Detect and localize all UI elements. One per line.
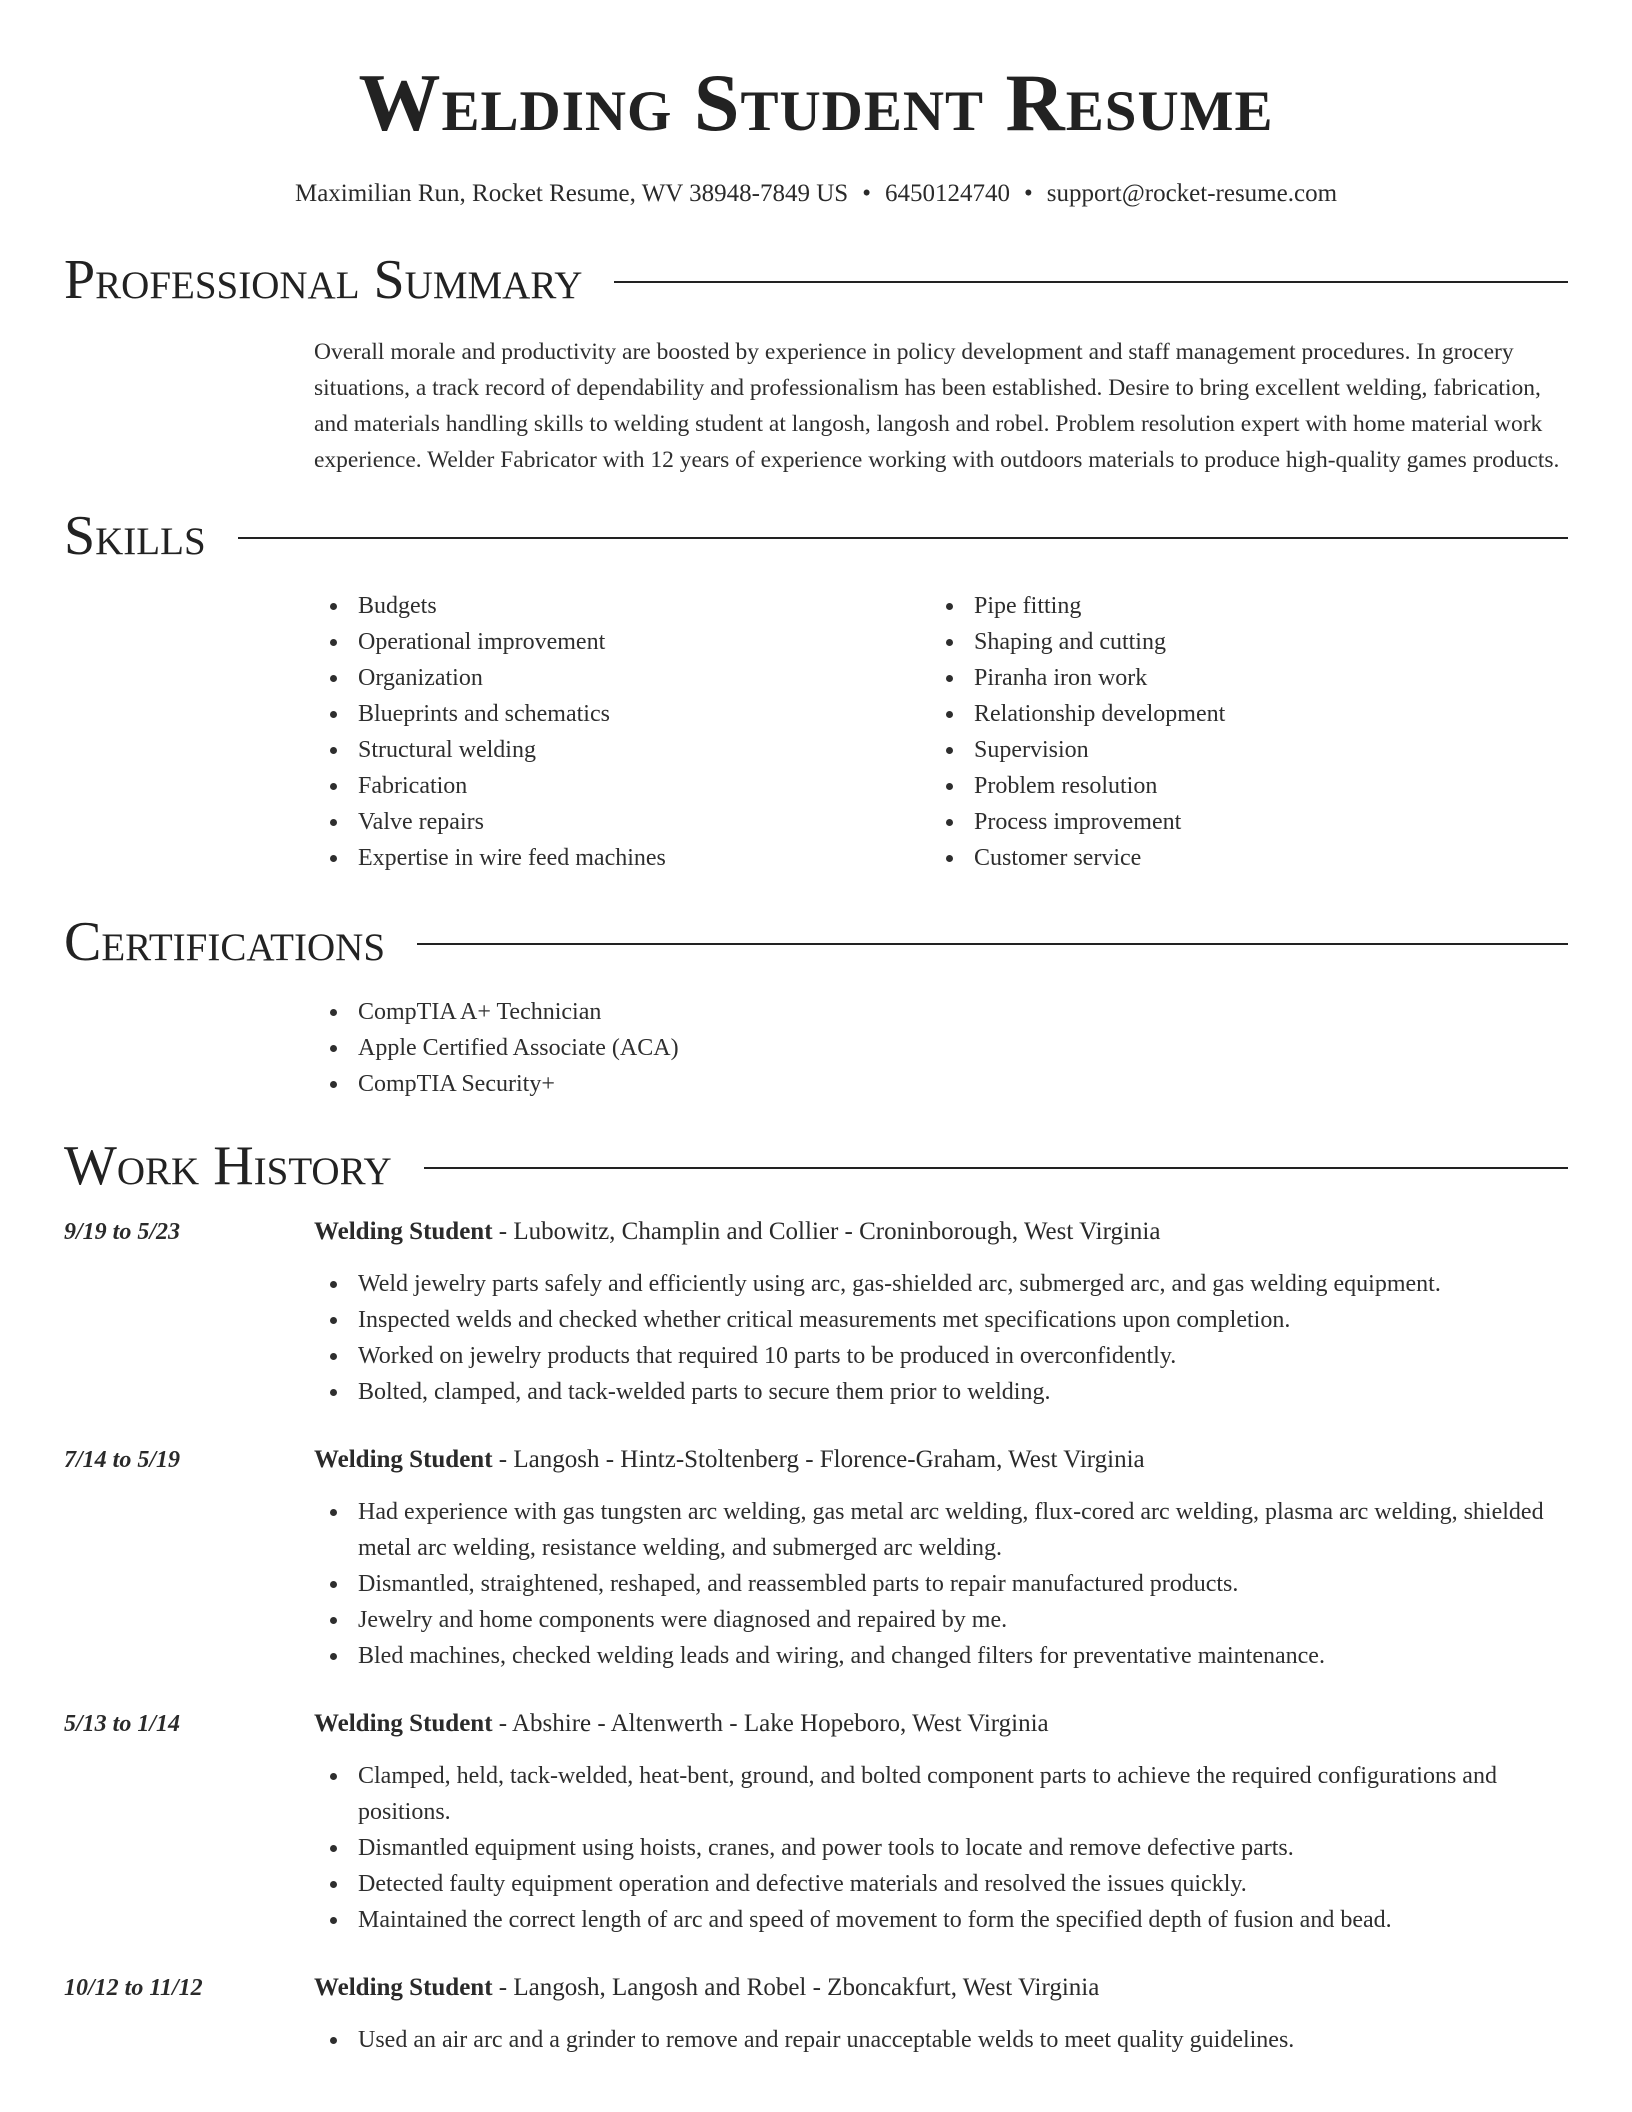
job-heading bbox=[314, 1708, 1568, 1740]
list-item: Had experience with gas tungsten arc welding, gas metal arc welding, flux-cored arc welding, plasma arc welding, shielded metal arc welding, resistance welding, and submerged arc welding. bbox=[314, 1494, 1568, 1566]
summary-section-header bbox=[64, 249, 1568, 311]
job-entry bbox=[64, 1708, 1568, 1938]
list-item: Expertise in wire feed machines bbox=[314, 840, 930, 876]
certifications-section-header bbox=[64, 911, 1568, 973]
job-dates: 7/14 to 5/19 bbox=[64, 1447, 181, 1473]
certifications-heading: Certifications bbox=[64, 911, 386, 973]
contact-phone: 6450124740 bbox=[884, 180, 1010, 207]
skills-heading: Skills bbox=[64, 505, 206, 567]
list-item: Shaping and cutting bbox=[930, 624, 1546, 660]
section-divider bbox=[424, 1167, 1568, 1169]
job-dates: 10/12 to 11/12 bbox=[64, 1975, 203, 2001]
list-item: Fabrication bbox=[314, 768, 930, 804]
job-employer-location: - Langosh, Langosh and Robel - Zboncakfurt, West Virginia bbox=[492, 1974, 1100, 2001]
skills-section-header bbox=[64, 505, 1568, 567]
contact-separator: • bbox=[862, 180, 871, 207]
job-employer-location: - Langosh - Hintz-Stoltenberg - Florence-Graham, West Virginia bbox=[492, 1446, 1145, 1473]
skills-list-left bbox=[314, 588, 930, 876]
skills-list-right bbox=[930, 588, 1546, 876]
list-item: Used an air arc and a grinder to remove and repair unacceptable welds to meet quality guidelines. bbox=[314, 2022, 1568, 2058]
job-entry bbox=[64, 1216, 1568, 1410]
section-divider bbox=[238, 537, 1568, 539]
list-item: Piranha iron work bbox=[930, 660, 1546, 696]
list-item: Inspected welds and checked whether critical measurements met specifications upon completion. bbox=[314, 1302, 1568, 1338]
job-heading bbox=[314, 1444, 1568, 1476]
list-item: Structural welding bbox=[314, 732, 930, 768]
list-item: Clamped, held, tack-welded, heat-bent, ground, and bolted component parts to achieve the required configurations and positions. bbox=[314, 1758, 1568, 1830]
list-item: Apple Certified Associate (ACA) bbox=[314, 1030, 1568, 1066]
job-employer-location: - Abshire - Altenwerth - Lake Hopeboro, West Virginia bbox=[492, 1710, 1049, 1737]
job-employer-location: - Lubowitz, Champlin and Collier - Croninborough, West Virginia bbox=[492, 1218, 1161, 1245]
list-item: Supervision bbox=[930, 732, 1546, 768]
job-duties bbox=[314, 1494, 1568, 1674]
job-title: Welding Student bbox=[314, 1974, 493, 2001]
resume-title: Welding Student Resume bbox=[358, 57, 1274, 148]
job-body bbox=[314, 1972, 1568, 2058]
contact-address: Maximilian Run, Rocket Resume, WV 38948-7849 US bbox=[294, 180, 849, 207]
job-title: Welding Student bbox=[314, 1710, 493, 1737]
list-item: Problem resolution bbox=[930, 768, 1546, 804]
job-entry bbox=[64, 1972, 1568, 2058]
job-duties bbox=[314, 2022, 1568, 2058]
job-body bbox=[314, 1708, 1568, 1938]
list-item: Bolted, clamped, and tack-welded parts to secure them prior to welding. bbox=[314, 1374, 1568, 1410]
job-title: Welding Student bbox=[314, 1446, 493, 1473]
list-item: Pipe fitting bbox=[930, 588, 1546, 624]
skills-columns bbox=[314, 588, 1568, 876]
contact-line bbox=[64, 180, 1568, 208]
list-item: Jewelry and home components were diagnosed and repaired by me. bbox=[314, 1602, 1568, 1638]
list-item: Dismantled, straightened, reshaped, and reassembled parts to repair manufactured products. bbox=[314, 1566, 1568, 1602]
list-item: Detected faulty equipment operation and defective materials and resolved the issues quickly. bbox=[314, 1866, 1568, 1902]
work-history-section-header bbox=[64, 1135, 1568, 1197]
job-dates: 9/19 to 5/23 bbox=[64, 1219, 181, 1245]
job-heading bbox=[314, 1216, 1568, 1248]
list-item: Relationship development bbox=[930, 696, 1546, 732]
job-title: Welding Student bbox=[314, 1218, 493, 1245]
list-item: Budgets bbox=[314, 588, 930, 624]
job-duties bbox=[314, 1758, 1568, 1938]
section-divider bbox=[614, 281, 1568, 283]
job-dates: 5/13 to 1/14 bbox=[64, 1711, 181, 1737]
certifications-list bbox=[314, 994, 1568, 1102]
list-item: Organization bbox=[314, 660, 930, 696]
job-body bbox=[314, 1216, 1568, 1410]
section-divider bbox=[417, 943, 1568, 945]
list-item: Operational improvement bbox=[314, 624, 930, 660]
contact-email: support@rocket-resume.com bbox=[1046, 180, 1338, 207]
list-item: Blueprints and schematics bbox=[314, 696, 930, 732]
job-body bbox=[314, 1444, 1568, 1674]
list-item: Worked on jewelry products that required 10 parts to be produced in overconfidently. bbox=[314, 1338, 1568, 1374]
list-item: Process improvement bbox=[930, 804, 1546, 840]
list-item: CompTIA Security+ bbox=[314, 1066, 1568, 1102]
job-duties bbox=[314, 1266, 1568, 1410]
summary-heading: Professional Summary bbox=[64, 249, 583, 311]
work-history-heading: Work History bbox=[64, 1135, 392, 1197]
list-item: Dismantled equipment using hoists, cranes, and power tools to locate and remove defective parts. bbox=[314, 1830, 1568, 1866]
job-entry bbox=[64, 1444, 1568, 1674]
summary-text: Overall morale and productivity are boosted by experience in policy development and staff management procedures. In grocery situations, a track record of dependability and professionalism has been established. Desire to bring excellent welding, fabrication, and materials handling skills to welding student at langosh, langosh and robel. Problem resolution expert with home material work experience. Welder Fabricator with 12 years of experience working with outdoors materials to produce high-quality games products. bbox=[314, 339, 1560, 473]
list-item: Bled machines, checked welding leads and wiring, and changed filters for preventative maintenance. bbox=[314, 1638, 1568, 1674]
job-heading bbox=[314, 1972, 1568, 2004]
list-item: CompTIA A+ Technician bbox=[314, 994, 1568, 1030]
list-item: Maintained the correct length of arc and speed of movement to form the specified depth of fusion and bead. bbox=[314, 1902, 1568, 1938]
list-item: Customer service bbox=[930, 840, 1546, 876]
list-item: Valve repairs bbox=[314, 804, 930, 840]
list-item: Weld jewelry parts safely and efficiently using arc, gas-shielded arc, submerged arc, and gas welding equipment. bbox=[314, 1266, 1568, 1302]
contact-separator: • bbox=[1023, 180, 1033, 207]
